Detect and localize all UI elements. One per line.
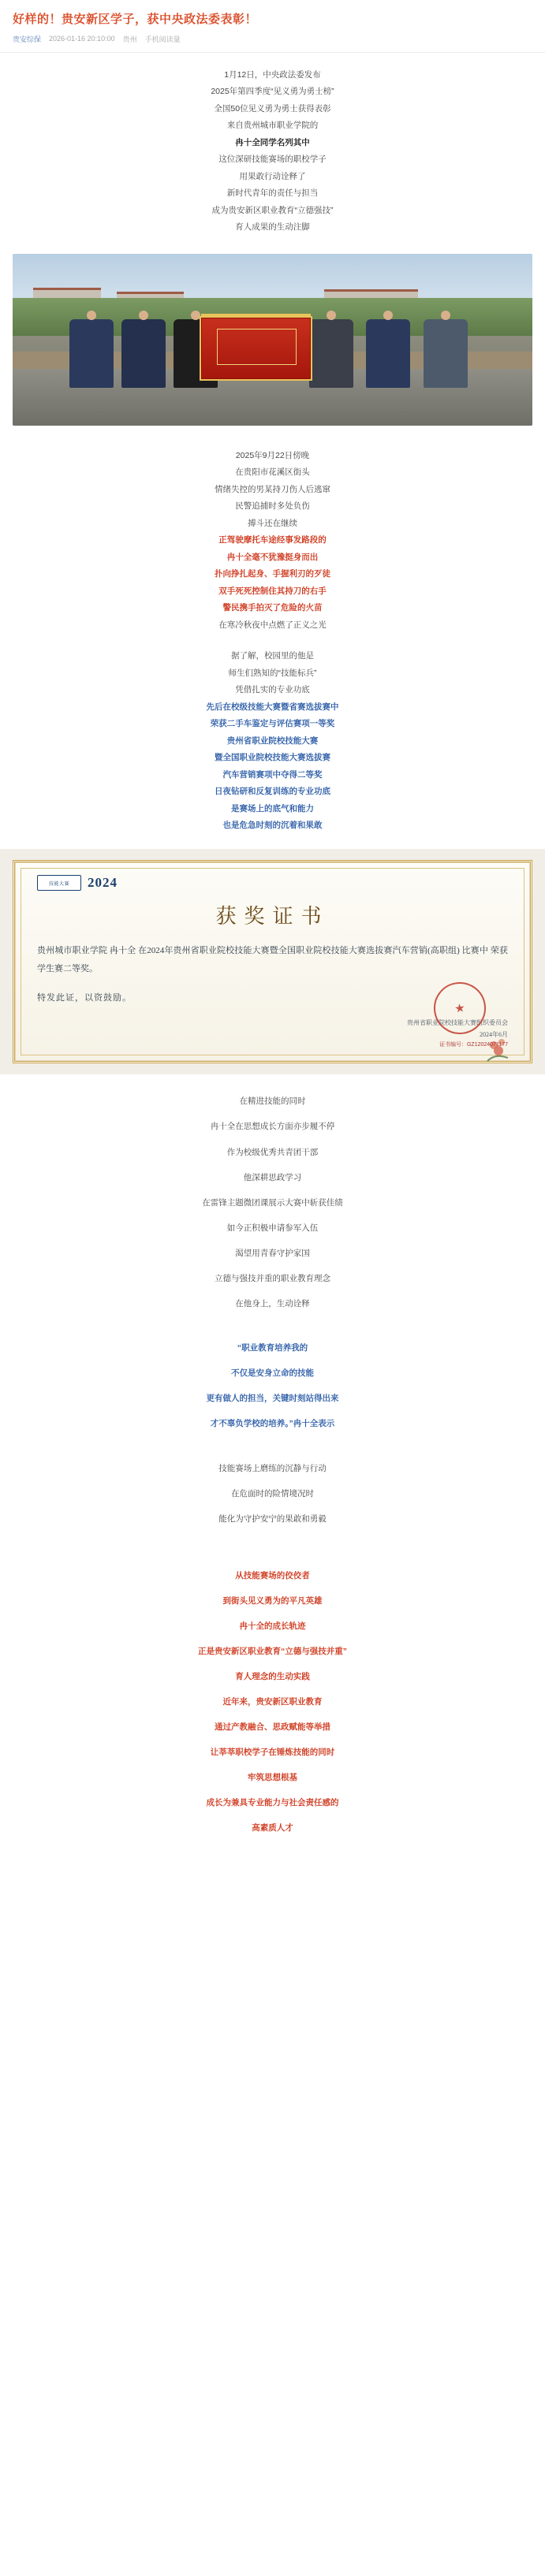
story-line-highlight: 双手死死控制住其持刀的右手 [218, 586, 327, 596]
photo-person [366, 319, 410, 388]
story2-line: 凭借扎实的专业功底 [235, 685, 310, 695]
meta-account[interactable]: 贵安综保 [13, 35, 42, 43]
photo-person-head [383, 311, 393, 320]
after-cert-line: 在精进技能的同时 [239, 1096, 306, 1107]
certificate-date: 2024年6月 [480, 1030, 508, 1038]
meta-date: 2026-01-16 20:10:00 [49, 35, 115, 43]
after-quote-block [0, 1441, 545, 1547]
group-photo [13, 254, 532, 426]
certificate-header [37, 875, 508, 891]
story-line: 民警追捕时多处负伤 [235, 501, 310, 512]
after-quote-line: 技能赛场上磨练的沉静与行动 [218, 1463, 327, 1473]
meta-source: 手机阅读量 [144, 35, 181, 43]
story-line-highlight: 正驾驶摩托车途经事发路段的 [218, 535, 327, 545]
ending-line: 成长为兼具专业能力与社会责任感的 [206, 1798, 339, 1808]
banner-text-box [217, 329, 297, 365]
photo-person [424, 319, 468, 388]
story2-line-highlight: 是赛场上的底气和能力 [231, 803, 314, 813]
story-block [0, 434, 545, 649]
certificate-org: 贵州省职业院校技能大赛组织委员会 [407, 1019, 508, 1027]
story-line: 在寒冷秋夜中点燃了正义之光 [218, 620, 327, 630]
story-line: 在贵阳市花溪区街头 [235, 467, 310, 478]
story-line: 2025年9月22日傍晚 [235, 450, 310, 460]
certificate-title: 获奖证书 [215, 905, 330, 928]
intro-block [0, 53, 545, 251]
after-cert-block [0, 1074, 545, 1332]
quote-block [0, 1340, 545, 1433]
after-cert-line: 冉十全在思想成长方面亦步履不停 [210, 1122, 335, 1132]
ending-block [0, 1547, 545, 1867]
after-cert-line: 在雷锋主题微团课展示大赛中斩获佳绩 [202, 1197, 343, 1208]
story2-line: 据了解，校园里的他是 [231, 651, 314, 661]
intro-line: 新时代青年的责任与担当 [226, 188, 319, 199]
ending-line: 从技能赛场的佼佼者 [235, 1571, 310, 1581]
quote-line: “职业教育培养我的 [237, 1343, 308, 1353]
intro-line: 用果敢行动诠释了 [239, 171, 306, 181]
award-certificate [13, 860, 532, 1063]
article-photo-wrap [0, 251, 545, 434]
certificate-note: 特发此证，以资鼓励。 [37, 993, 132, 1003]
certificate-number: 证书编号：GZ12024071177 [439, 1041, 508, 1048]
story-line-highlight: 警民携手拍灭了危险的火苗 [222, 603, 323, 613]
after-quote-line: 能化为守护安宁的果敢和勇毅 [218, 1513, 327, 1524]
story2-line-highlight: 先后在校级技能大赛暨省赛选拔赛中 [206, 702, 339, 712]
story2-line: 师生们熟知的“技能标兵” [228, 668, 317, 678]
quote-line: 不仅是安身立命的技能 [231, 1368, 314, 1379]
ending-line: 让莘莘职校学子在锤炼技能的同时 [210, 1748, 335, 1758]
intro-line: 来自贵州城市职业学院的 [226, 121, 319, 131]
ending-line: 牢筑思想根基 [248, 1773, 297, 1783]
after-quote-line: 在危面时的险情境况时 [231, 1488, 314, 1498]
article-meta [0, 34, 545, 52]
story2-line-highlight: 日夜钻研和反复训练的专业功底 [215, 787, 330, 797]
banner-tassel [201, 314, 310, 318]
quote-line: 更有做人的担当，关键时刻站得出来 [206, 1394, 339, 1404]
photo-person [309, 319, 353, 388]
intro-line: 这位深研技能赛场的职校学子 [218, 154, 327, 165]
after-cert-line: 立德与强技并重的职业教育理念 [215, 1273, 330, 1283]
photo-person-head [441, 311, 450, 320]
intro-line: 成为贵安新区职业教育“立德强技” [211, 205, 334, 215]
after-cert-line: 在他身上，生动诠释 [235, 1298, 310, 1308]
certificate-year: 2024 [88, 875, 118, 890]
photo-award-banner [200, 316, 312, 381]
ending-line: 冉十全的成长轨迹 [239, 1621, 306, 1632]
story2-line-highlight: 也是危急时刻的沉着和果敢 [222, 821, 323, 831]
photo-person-head [327, 311, 336, 320]
photo-person [121, 319, 166, 388]
story-line: 搏斗还在继续 [248, 518, 297, 528]
photo-person [69, 319, 114, 388]
story-line-highlight: 扑向挣扎起身、手握利刃的歹徒 [215, 569, 330, 579]
intro-line: 全国50位见义勇为勇士获得表彰 [214, 103, 331, 114]
intro-line: 育人成果的生动注脚 [235, 222, 310, 233]
story2-block [0, 648, 545, 849]
photo-person-head [87, 311, 96, 320]
story-line: 情绪失控的男某持刀伤人后逃窜 [215, 484, 330, 494]
story2-line-highlight: 汽车营销赛项中夺得二等奖 [222, 769, 323, 780]
after-cert-line: 他深耕思政学习 [243, 1172, 302, 1182]
story2-line-highlight: 贵州省职业院校技能大赛 [226, 735, 319, 746]
competition-logo-icon: 技能大赛 [37, 875, 81, 891]
after-cert-line: 渴望用青春守护家国 [235, 1248, 310, 1258]
photo-person-head [139, 311, 148, 320]
story2-line-highlight: 荣获二手车鉴定与评估赛项一等奖 [210, 719, 335, 729]
ending-line: 高素质人才 [252, 1823, 293, 1833]
after-cert-line: 如今正积极申请参军入伍 [226, 1223, 319, 1233]
ending-line: 到街头见义勇为的平凡英雄 [222, 1596, 323, 1606]
story-line-highlight: 冉十全毫不犹豫挺身而出 [226, 552, 319, 562]
meta-region: 贵州 [122, 35, 137, 43]
quote-line: 才不辜负学校的培养。”冉十全表示 [210, 1419, 335, 1429]
page-title: 好样的！贵安新区学子，获中央政法委表彰！ [13, 13, 258, 26]
ending-line: 正是贵安新区职业教育“立德与强技并重” [198, 1647, 347, 1657]
intro-line-name: 冉十全同学名列其中 [235, 137, 310, 147]
certificate-section [0, 849, 545, 1074]
ending-line: 通过产教融合、思政赋能等举措 [215, 1722, 330, 1733]
certificate-body: 贵州城市职业学院 冉十全 在2024年贵州省职业院校技能大赛暨全国职业院校技能大赛选拔赛汽车营销(高职组) 比赛中 荣获学生赛二等奖。 [37, 946, 508, 974]
after-cert-line: 作为校级优秀共青团干部 [226, 1147, 319, 1157]
ending-line: 育人理念的生动实践 [235, 1672, 310, 1682]
intro-line: 2025年第四季度“见义勇为勇士榜” [211, 87, 334, 97]
ending-line: 近年来，贵安新区职业教育 [222, 1697, 323, 1707]
intro-line: 1月12日，中央政法委发布 [224, 69, 321, 80]
story2-line-highlight: 暨全国职业院校技能大赛选拔赛 [215, 753, 330, 763]
